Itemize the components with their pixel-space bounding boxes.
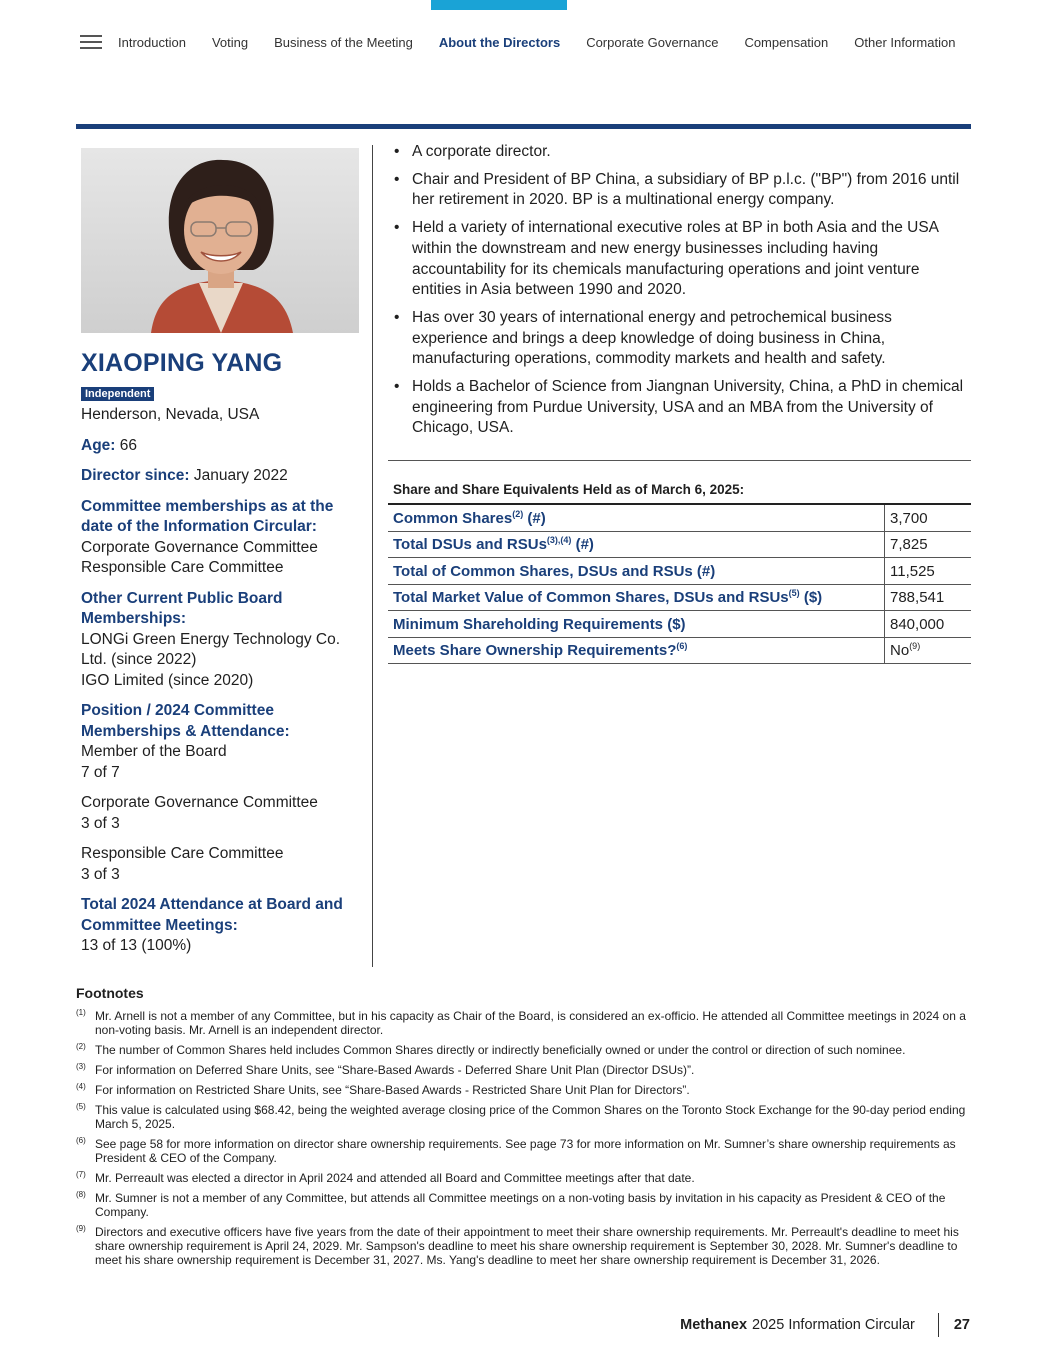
board-item: IGO Limited (since 2020) (81, 671, 254, 689)
director-biography (393, 142, 971, 446)
footer-brand: Methanex (680, 1317, 748, 1333)
bio-item: • Held a variety of international executive roles at BP in both Asia and the USA within the downstream and new energy businesses including having accountability for its chemicals manufacturing operations and joint venture entities in Asia between 1990 and 2020. (393, 218, 971, 301)
row-value: 3,700 (885, 504, 972, 531)
director-age (81, 436, 361, 457)
footnotes (76, 985, 971, 1273)
attendance-role: Member of the Board (81, 743, 227, 760)
attendance-value: 3 of 3 (81, 814, 120, 832)
footnote-item: (4) For information on Restricted Share Units, see “Share-Based Awards - Restricted Share Unit Plan for Directors”. (76, 1082, 690, 1097)
committee-item: Corporate Governance Committee (81, 538, 318, 556)
attendance-value: 7 of 7 (81, 763, 120, 781)
nav-business-of-the-meeting[interactable]: Business of the Meeting (274, 34, 413, 50)
table-row (388, 558, 971, 585)
bio-item: • Holds a Bachelor of Science from Jiangnan University, China, a PhD in chemical engineering from Purdue University, USA and an MBA from the University of Chicago, USA. (393, 377, 971, 439)
table-row (388, 504, 971, 531)
table-row (388, 584, 971, 611)
row-label: Total Market Value of Common Shares, DSUs and RSUs$^{(5)}$ ($) (388, 584, 885, 611)
column-divider (372, 145, 373, 967)
nav-introduction[interactable]: Introduction (118, 34, 186, 50)
footnote-item: (2) The number of Common Shares held includes Common Shares directly or indirectly beneficially owned or under the control or direction of such nominee. (76, 1042, 906, 1057)
other-board-memberships-label: Other Current Public Board Memberships: (81, 589, 283, 627)
table-rule (388, 460, 971, 461)
director-since-label: Director since: (81, 467, 190, 484)
committee-memberships-label: Committee memberships as at the date of the Information Circular: (81, 497, 334, 535)
position-attendance (81, 701, 361, 783)
attendance-entry (81, 844, 361, 885)
nav-about-the-directors[interactable]: About the Directors (438, 34, 561, 50)
footnote-item: (1) Mr. Arnell is not a member of any Committee, but in his capacity as Chair of the Board, is considered an ex-officio. He attended all Committee meetings in 2024 on a non-voting basis. Mr. Arnell is an independent director. (76, 1008, 966, 1037)
active-tab-indicator (431, 0, 567, 10)
footnote-item: (5) This value is calculated using $68.42, being the weighted average closing price of the Common Shares on the Toronto Stock Exchange for the 90-day period ending March 5, 2025. (76, 1102, 966, 1131)
director-name: XIAOPING YANG (81, 349, 283, 377)
table-row (388, 637, 971, 664)
total-attendance-value: 13 of 13 (100%) (81, 937, 192, 954)
attendance-value: 3 of 3 (81, 865, 120, 883)
page-number: 27 (953, 1317, 970, 1333)
table-row (388, 611, 971, 638)
menu-icon[interactable] (80, 35, 102, 49)
row-value: 7,825 (885, 531, 972, 558)
footer-document-title: 2025 Information Circular (752, 1317, 915, 1333)
director-since (81, 466, 361, 487)
director-since-value: January 2022 (193, 467, 288, 484)
footnote-item: (6) See page 58 for more information on director share ownership requirements. See page 73 for more information on Mr. Sumner’s share ownership requirements as President & CEO of the Company. (76, 1136, 956, 1165)
share-table-title: Share and Share Equivalents Held as of March 6, 2025: (393, 482, 745, 497)
nav-compensation[interactable]: Compensation (744, 34, 829, 50)
attendance-role: Responsible Care Committee (81, 845, 284, 862)
nav-voting[interactable]: Voting (211, 34, 249, 50)
nav-corporate-governance[interactable]: Corporate Governance (586, 34, 719, 50)
row-value: No$^{(9)}$ (885, 637, 972, 664)
total-attendance (81, 895, 361, 957)
top-navigation (80, 33, 988, 51)
independent-badge: Independent (81, 387, 154, 401)
bio-item: • Chair and President of BP China, a subsidiary of BP p.l.c. ("BP") from 2016 until her retirement in 2020. BP is a multinational energy company. (393, 170, 971, 211)
row-label: Meets Share Ownership Requirements?$^{(6)}$ (388, 637, 885, 664)
committee-memberships (81, 497, 361, 579)
row-value: 11,525 (885, 558, 972, 585)
attendance-role: Corporate Governance Committee (81, 794, 318, 811)
director-profile (81, 148, 361, 967)
row-label: Common Shares$^{(2)}$ (#) (388, 504, 885, 531)
total-attendance-label: Total 2024 Attendance at Board and Committee Meetings: (81, 896, 343, 934)
committee-item: Responsible Care Committee (81, 559, 284, 576)
footnotes-title: Footnotes (76, 985, 144, 1001)
table-row (388, 531, 971, 558)
footnote-item: (9) Directors and executive officers have five years from the date of their appointment to meet their share ownership requirements. Mr. Perreault's deadline to meet his share ownership requirement is April 24, 2029. Mr. Sampson's deadline to meet his share ownership requirement is September 30, 2028. Mr. Sumner's deadline to meet his share ownership requirement is December 31, 2027. Ms. Yang's deadline to meet her share ownership requirement is December 31, 2026. (76, 1224, 959, 1267)
footnote-item: (7) Mr. Perreault was elected a director in April 2024 and attended all Board and Committee meetings after that date. (76, 1170, 695, 1185)
director-location: Henderson, Nevada, USA (81, 406, 260, 423)
bio-list (393, 142, 971, 439)
age-value: 66 (119, 436, 138, 454)
age-label: Age: (81, 436, 116, 454)
row-label: Minimum Shareholding Requirements ($) (388, 611, 885, 638)
bio-item: • A corporate director. (393, 142, 971, 163)
footnote-item: (3) For information on Deferred Share Units, see “Share-Based Awards - Deferred Share Unit Plan (Director DSUs)”. (76, 1062, 695, 1077)
director-photo (81, 148, 359, 333)
nav-other-information[interactable]: Other Information (854, 34, 956, 50)
footer-divider (938, 1313, 939, 1337)
page-footer (680, 1313, 970, 1337)
row-value: 840,000 (885, 611, 972, 638)
board-item: LONGi Green Energy Technology Co. Ltd. (since 2022) (81, 630, 341, 668)
position-attendance-label: Position / 2024 Committee Memberships & Attendance: (81, 702, 290, 740)
row-label: Total DSUs and RSUs$^{(3),(4)}$ (#) (388, 531, 885, 558)
row-value: 788,541 (885, 584, 972, 611)
footnote-item: (8) Mr. Sumner is not a member of any Committee, but attends all Committee meetings on a non-voting basis by invitation in his capacity as President & CEO of the Company. (76, 1190, 946, 1219)
attendance-entry (81, 793, 361, 834)
other-board-memberships (81, 589, 361, 692)
section-rule (76, 124, 971, 129)
share-holdings-table (388, 503, 971, 664)
row-label: Total of Common Shares, DSUs and RSUs (#) (388, 558, 885, 585)
bio-item: • Has over 30 years of international energy and petrochemical business experience and brings a deep knowledge of doing business in China, manufacturing operations, commodity markets and health and safety. (393, 308, 971, 370)
